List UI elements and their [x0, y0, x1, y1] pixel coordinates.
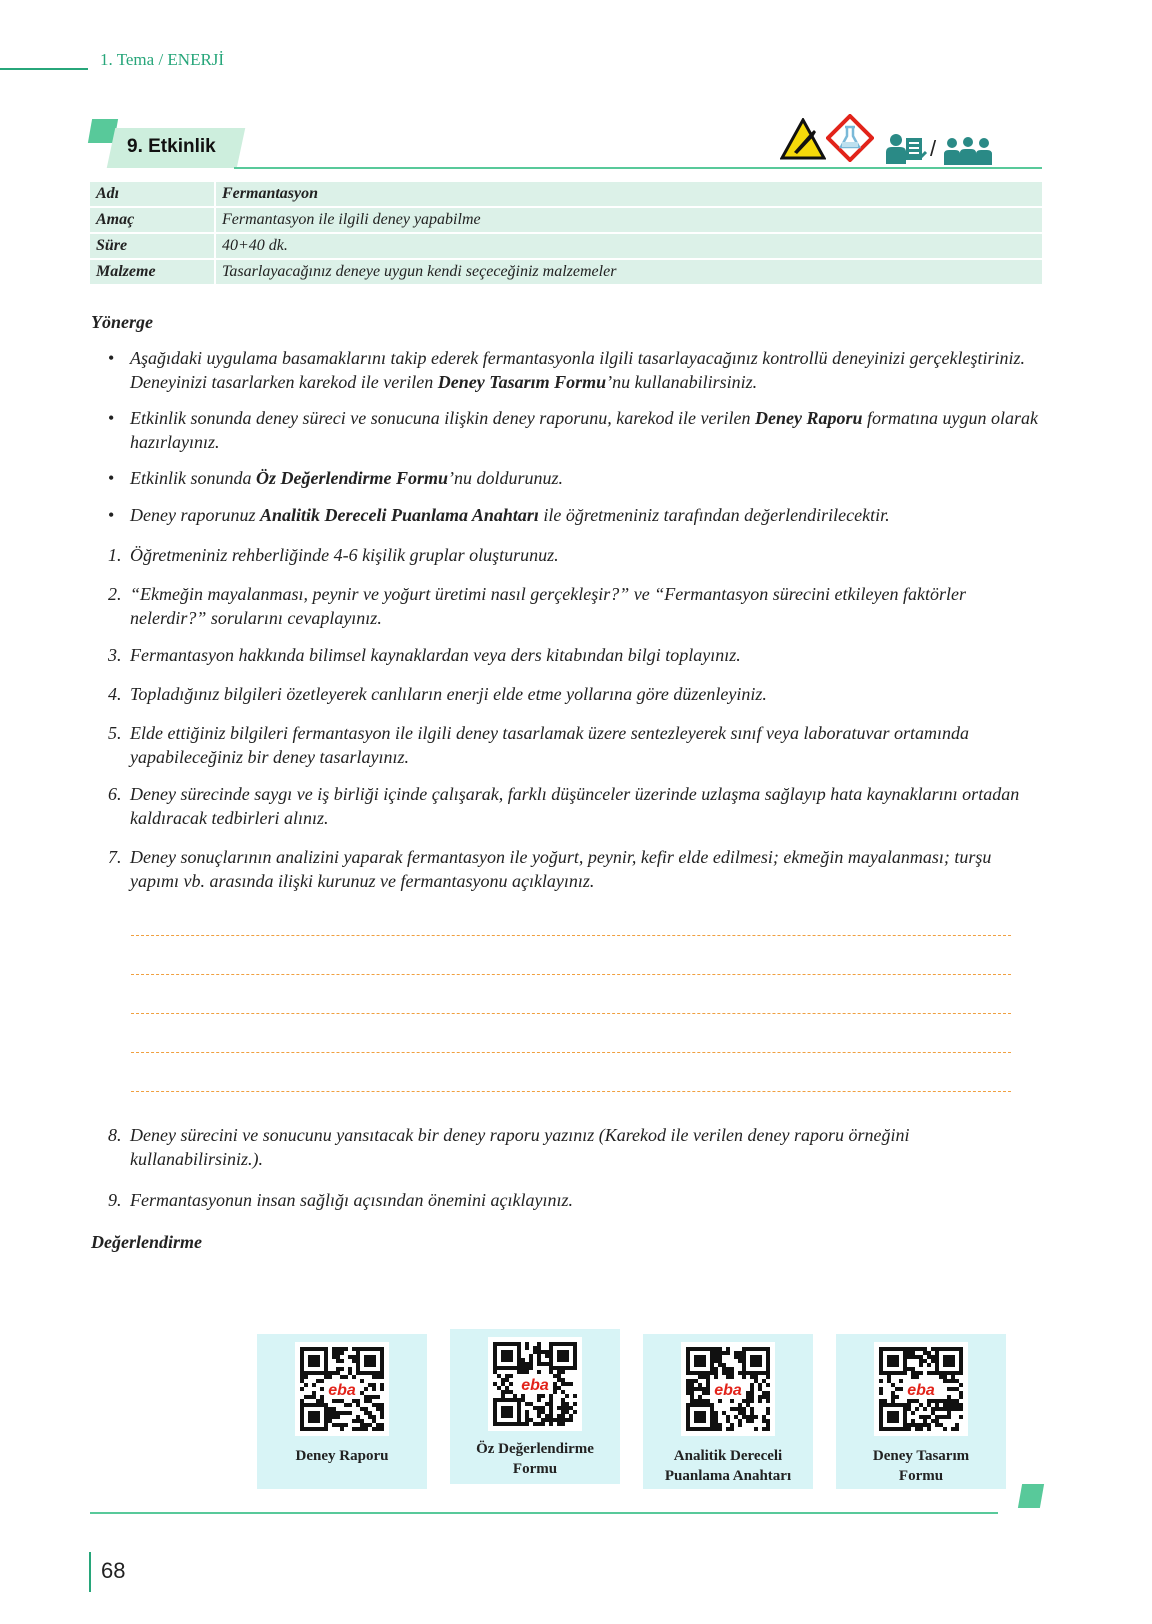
- list-item: [108, 466, 1044, 490]
- bullet-text: Etkinlik sonunda: [130, 468, 256, 488]
- yonerge-heading: Yönerge: [91, 312, 153, 332]
- header-theme: 1. Tema / ENERJİ: [100, 50, 225, 69]
- info-value: 40+40 dk.: [215, 233, 1042, 259]
- degerlendirme-heading: Değerlendirme: [91, 1232, 202, 1252]
- info-key: Süre: [90, 233, 215, 259]
- step-number: 3.: [108, 645, 122, 665]
- eba-logo: eba: [521, 1377, 549, 1394]
- step-item: [108, 1123, 1044, 1171]
- step-text: Fermantasyonun insan sağlığı açısından önemini açıklayınız.: [130, 1190, 573, 1210]
- chemical-hazard-icon: [826, 114, 874, 162]
- bullet-bold-text: Deney Tasarım Formu: [437, 372, 607, 392]
- step-number: 8.: [108, 1125, 122, 1145]
- answer-line[interactable]: [131, 1052, 1011, 1053]
- qr-card-deney-raporu[interactable]: [257, 1334, 427, 1489]
- list-item: [108, 503, 1044, 527]
- page-number-bar: [89, 1552, 91, 1592]
- footer-tab-accent: [1018, 1484, 1044, 1508]
- step-text: Topladığınız bilgileri özetleyerek canlıların enerji elde etme yollarına göre düzenleyiniz.: [130, 684, 767, 704]
- step-number: 1.: [108, 545, 122, 565]
- page-number: 68: [101, 1558, 126, 1583]
- qr-label: Öz Değerlendirme: [476, 1441, 594, 1457]
- answer-line[interactable]: [131, 1091, 1011, 1092]
- bullet-text: Aşağıdaki uygulama basamaklarını takip ederek fermantasyonla ilgili tasarlayacağınız kontrollü deneyinizi gerçekleştiriniz. Deneyinizi tasarlarken karekod ile verilen: [130, 348, 1026, 392]
- bullet-text: Etkinlik sonunda deney süreci ve sonucuna ilişkin deney raporunu, karekod ile verilen: [130, 408, 755, 428]
- qr-label: Deney Raporu: [295, 1448, 389, 1464]
- qr-label: Puanlama Anahtarı: [664, 1468, 792, 1484]
- answer-line[interactable]: [131, 935, 1011, 936]
- step-item: [108, 1188, 1044, 1212]
- info-row: [90, 182, 1042, 207]
- bullet-text: ’nu doldurunuz.: [448, 468, 564, 488]
- answer-line[interactable]: [131, 1013, 1011, 1014]
- step-number: 2.: [108, 584, 122, 604]
- qr-code[interactable]: [874, 1342, 968, 1436]
- activity-title: 9. Etkinlik: [127, 136, 216, 157]
- bullet-text: formatına uygun olarak hazırlayınız.: [130, 408, 1038, 452]
- list-item: [108, 406, 1044, 454]
- step-text: Öğretmeniniz rehberliğinde 4-6 kişilik gruplar oluşturunuz.: [130, 545, 559, 565]
- bullet-mark: •: [108, 348, 115, 368]
- step-number: 4.: [108, 684, 122, 704]
- qr-card-oz-degerlendirme[interactable]: [450, 1329, 620, 1484]
- step-item: [108, 543, 1044, 567]
- info-key: Adı: [90, 182, 215, 207]
- step-number: 5.: [108, 723, 122, 743]
- step-text: Elde ettiğiniz bilgileri fermantasyon ile ilgili deney tasarlamak üzere sentezleyerek sınıf veya laboratuvar ortamında yapabileceğiniz bir deney tasarlayınız.: [130, 723, 970, 767]
- bullet-mark: •: [108, 408, 115, 428]
- individual-work-icon: [884, 132, 928, 166]
- bullet-mark: •: [108, 505, 115, 525]
- step-item: [108, 782, 1044, 830]
- info-value: Fermantasyon ile ilgili deney yapabilme: [215, 207, 1042, 233]
- qr-code[interactable]: [681, 1342, 775, 1436]
- step-text: “Ekmeğin mayalanması, peynir ve yoğurt üretimi nasıl gerçekleşir?” ve “Fermantasyon sürecini etkileyen faktörler nelerdir?” sorularını cevaplayınız.: [130, 584, 966, 628]
- step-text: Deney sürecinde saygı ve iş birliği içinde çalışarak, farklı düşünceler üzerinde uzlaşma sağlayıp hata kaynaklarını ortadan kaldıracak tedbirleri alınız.: [130, 784, 1020, 828]
- step-item: [108, 721, 1044, 769]
- activity-info-table: [90, 182, 1042, 286]
- answer-line[interactable]: [131, 974, 1011, 975]
- qr-card-analitik-dereceli[interactable]: [643, 1334, 813, 1489]
- bullet-bold-text: Öz Değerlendirme Formu: [255, 468, 448, 488]
- info-key: Malzeme: [90, 259, 215, 285]
- step-item: [108, 845, 1044, 893]
- info-row: [90, 233, 1042, 259]
- bullet-text: ile öğretmeniniz tarafından değerlendirilecektir.: [538, 505, 890, 525]
- info-value: Tasarlayacağınız deneye uygun kendi seçeceğiniz malzemeler: [215, 259, 1042, 285]
- qr-card-deney-tasarim[interactable]: [836, 1334, 1006, 1489]
- qr-code[interactable]: [295, 1342, 389, 1436]
- qr-code[interactable]: [488, 1337, 582, 1431]
- group-work-icon: [944, 136, 992, 166]
- bullet-bold-text: Deney Raporu: [755, 408, 863, 428]
- step-number: 9.: [108, 1190, 122, 1210]
- info-key: Amaç: [90, 207, 215, 233]
- eba-logo: eba: [907, 1382, 935, 1399]
- step-number: 7.: [108, 847, 122, 867]
- info-row: [90, 207, 1042, 233]
- step-item: [108, 682, 1044, 706]
- warning-sharp-object-icon: [780, 118, 826, 160]
- qr-label: Deney Tasarım: [872, 1448, 970, 1464]
- qr-label: Formu: [898, 1468, 944, 1484]
- footer-rule: [90, 1512, 998, 1514]
- activity-icons: [812, 118, 1044, 170]
- step-text: Deney sonuçlarının analizini yaparak fermantasyon ile yoğurt, peynir, kefir elde edilmesi; ekmeğin mayalanması; turşu yapımı vb. arasında ilişki kurunuz ve fermantasyonu açıklayınız.: [130, 847, 992, 891]
- qr-label: Analitik Dereceli: [673, 1448, 783, 1464]
- step-text: Fermantasyon hakkında bilimsel kaynaklardan veya ders kitabından bilgi toplayınız.: [130, 645, 741, 665]
- icon-separator: /: [930, 136, 937, 161]
- bullet-mark: •: [108, 468, 115, 488]
- eba-logo: eba: [328, 1382, 356, 1399]
- bullet-text: Deney raporunuz: [130, 505, 260, 525]
- step-number: 6.: [108, 784, 122, 804]
- qr-label: Formu: [512, 1461, 558, 1477]
- eba-logo: eba: [714, 1382, 742, 1399]
- info-value: Fermantasyon: [215, 182, 1042, 207]
- info-row: [90, 259, 1042, 285]
- step-item: [108, 582, 1044, 630]
- step-item: [108, 643, 1044, 667]
- bullet-text: ’nu kullanabilirsiniz.: [606, 372, 758, 392]
- step-text: Deney sürecini ve sonucunu yansıtacak bir deney raporu yazınız (Karekod ile verilen deney raporu örneğini kullanabilirsiniz.).: [130, 1125, 910, 1169]
- bullet-bold-text: Analitik Dereceli Puanlama Anahtarı: [259, 505, 539, 525]
- header-rule: [0, 68, 88, 70]
- list-item: [108, 346, 1044, 394]
